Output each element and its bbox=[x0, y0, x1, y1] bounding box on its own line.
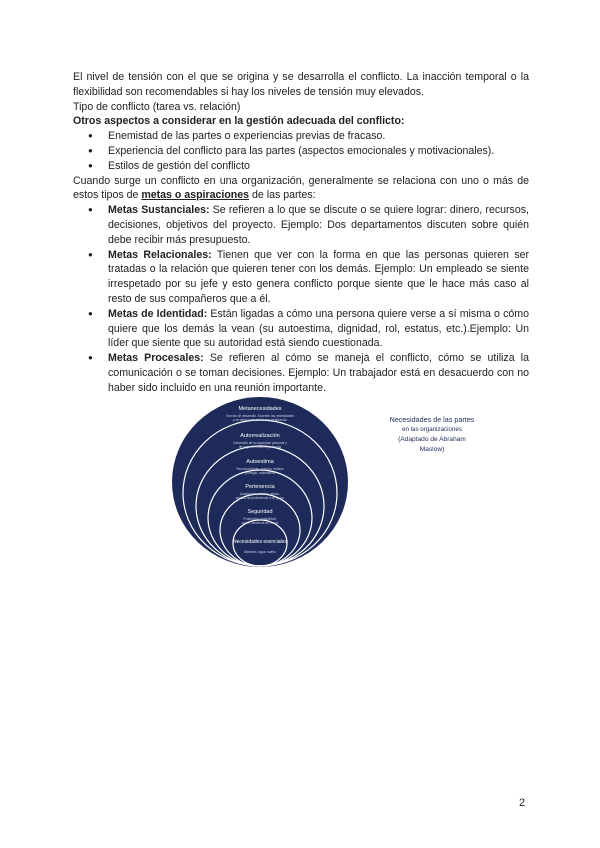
level-sub: Alimento, agua, sueño bbox=[244, 550, 276, 554]
level-title: Seguridad bbox=[247, 509, 273, 515]
level-sub: orden, ausencia de miedo bbox=[241, 521, 279, 525]
goal-term: Metas Procesales: bbox=[108, 352, 204, 365]
goal-text: Tienen que ver con la forma en que las personas quieren ser tratadas o la relación que quieren tener con los demás. Ejemplo: Un empleado se siente irrespetado por su jefe y esto genera conflicto porque siente que le hace más caso al resto de sus compañeros que a él. bbox=[108, 248, 529, 305]
list-item: ● Estilos de gestión del conflicto bbox=[73, 159, 529, 174]
goal-item-identidad bbox=[73, 307, 529, 351]
level-sub: Aceptación, amistad, afecto, bbox=[239, 492, 281, 496]
level-sub: de logro del máximo potencial bbox=[238, 445, 282, 449]
level-sub: Son las de desarrollo. Exceden las necesidades bbox=[226, 414, 294, 418]
level-title: Necesidades esenciales bbox=[233, 539, 287, 545]
level-sub: sentido de pertenencia a un grupo bbox=[235, 496, 285, 500]
level-title: Autorrealización bbox=[240, 433, 280, 439]
maslow-figure bbox=[170, 395, 500, 575]
figure-caption-line: Necesidades de las partes bbox=[389, 415, 475, 424]
goal-term: Metas de Identidad: bbox=[108, 307, 208, 320]
goal-item-relacionales bbox=[73, 248, 529, 307]
aspects-list bbox=[73, 129, 529, 173]
goal-text: Se refieren al cómo se maneja el conflicto, cómo se utiliza la comunicación o se toman decisiones. Ejemplo: Un trabajador está en desacuerdo con no haber sido incluido en una reunión importante. bbox=[108, 352, 529, 394]
intro-paragraph: El nivel de tensión con el que se origina y se desarrolla el conflicto. La inacción temporal o la flexibilidad son recomendables si hay los niveles de tensión muy elevados. bbox=[73, 71, 529, 98]
goals-list bbox=[73, 203, 529, 395]
goal-item-procesales bbox=[73, 351, 529, 395]
goals-intro-paragraph bbox=[73, 174, 529, 204]
goal-term: Metas Sustanciales: bbox=[108, 204, 210, 217]
level-title: Autoestima bbox=[246, 459, 274, 465]
aspects-heading: Otros aspectos a considerar en la gestión adecuada del conflicto: bbox=[73, 115, 405, 128]
level-title: Metanecesidades bbox=[238, 406, 282, 412]
conflict-type-line: Tipo de conflicto (tarea vs. relación) bbox=[73, 100, 241, 113]
level-sub: Protección, estabilidad, bbox=[243, 517, 277, 521]
figure-caption-line: Maslow) bbox=[419, 446, 445, 453]
list-item: ● Enemistad de las partes o experiencias previas de fracaso. bbox=[73, 129, 529, 144]
goals-intro-text: Cuando surge un conflicto en una organización, generalmente se relaciona con uno o más de estos tipos de bbox=[73, 174, 529, 202]
goal-item-sustanciales bbox=[73, 203, 529, 247]
level-sub: y se relacionan con la autorrealización bbox=[232, 418, 288, 422]
goals-link[interactable]: metas o aspiraciones bbox=[141, 189, 250, 202]
figure-caption-line: (Adaptado de Abraham bbox=[398, 436, 466, 443]
level-sub: Desarrollo de la capacidad personal y bbox=[233, 441, 287, 445]
goal-text: Se refieren a lo que se discute o se quiere lograr: dinero, recursos, decisiones, objetivos del proyecto. Ejemplo: Dos departamentos discuten sobre quién debe recibir más presupuesto. bbox=[108, 204, 529, 246]
page-number: 2 bbox=[519, 797, 526, 809]
level-sub: prestigio, autoestima bbox=[245, 471, 275, 475]
document-body bbox=[73, 70, 529, 396]
goal-text: Están ligadas a cómo una persona quiere verse a sí misma o cómo quiere que los demás la vean (su autoestima, dignidad, rol, estatus, etc.).Ejemplo: Un líder que siente que su autoridad está siendo cuestionada. bbox=[108, 307, 529, 350]
level-title: Pertenencia bbox=[245, 484, 275, 490]
goals-intro-tail: de las partes: bbox=[249, 189, 316, 202]
goal-term: Metas Relacionales: bbox=[108, 248, 212, 261]
figure-caption-line: en las organizaciones bbox=[402, 426, 462, 433]
maslow-circles-diagram bbox=[170, 395, 500, 575]
list-item: ● Experiencia del conflicto para las partes (aspectos emocionales y motivacionales). bbox=[73, 144, 529, 159]
level-sub: Reconocimiento, respeto, estatus bbox=[236, 467, 284, 471]
